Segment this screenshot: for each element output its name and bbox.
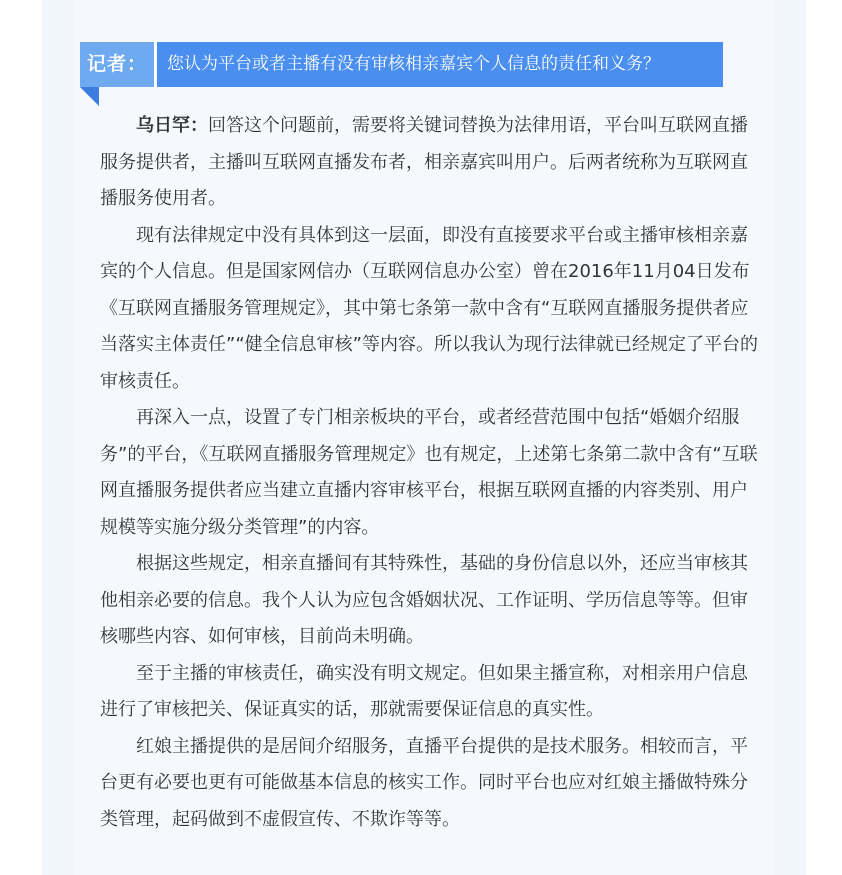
answer-paragraph-5: 至于主播的审核责任，确实没有明文规定。但如果主播宣称，对相亲用户信息进行了审核把关、保证真实的话，那就需要保证信息的真实性。: [100, 662, 748, 720]
left-background-strip: [42, 0, 74, 875]
speaker-name: 乌日罕：: [136, 115, 208, 136]
answer-content: [100, 108, 758, 838]
answer-paragraph-1: [100, 108, 758, 218]
answer-paragraph-6: 红娘主播提供的是居间介绍服务，直播平台提供的是技术服务。相较而言，平台更有必要也更有可能做基本信息的核实工作。同时平台也应对红娘主播做特殊分类管理，起码做到不虚假宣传、不欺诈等等。: [100, 735, 748, 830]
reporter-label: 记者：: [80, 42, 154, 87]
ribbon-fold: [80, 87, 99, 106]
question-header: [80, 42, 723, 87]
right-background-strip: [774, 0, 806, 875]
answer-paragraph-4: 根据这些规定，相亲直播间有其特殊性，基础的身份信息以外，还应当审核其他相亲必要的信息。我个人认为应包含婚姻状况、工作证明、学历信息等等。但审核哪些内容、如何审核，目前尚未明确。: [100, 553, 748, 647]
answer-paragraph-2: 现有法律规定中没有具体到这一层面，即没有直接要求平台或主播审核相亲嘉宾的个人信息。但是国家网信办（互联网信息办公室）曾在2016年11月04日发布《互联网直播服务管理规定》，其中第七条第一款中含有“互联网直播服务提供者应当落实主体责任”“健全信息审核”等内容。所以我认为现行法律就已经规定了平台的审核责任。: [100, 224, 758, 392]
question-text: 您认为平台或者主播有没有审核相亲嘉宾个人信息的责任和义务？: [157, 42, 723, 87]
answer-paragraph-3: 再深入一点，设置了专门相亲板块的平台，或者经营范围中包括“婚姻介绍服务”的平台，《互联网直播服务管理规定》也有规定，上述第七条第二款中含有“互联网直播服务提供者应当建立直播内容审核平台，根据互联网直播的内容类别、用户规模等实施分级分类管理”的内容。: [100, 407, 758, 538]
answer-paragraph-1-text: 回答这个问题前，需要将关键词替换为法律用语，平台叫互联网直播服务提供者，主播叫互联网直播发布者，相亲嘉宾叫用户。后两者统称为互联网直播服务使用者。: [100, 115, 748, 209]
